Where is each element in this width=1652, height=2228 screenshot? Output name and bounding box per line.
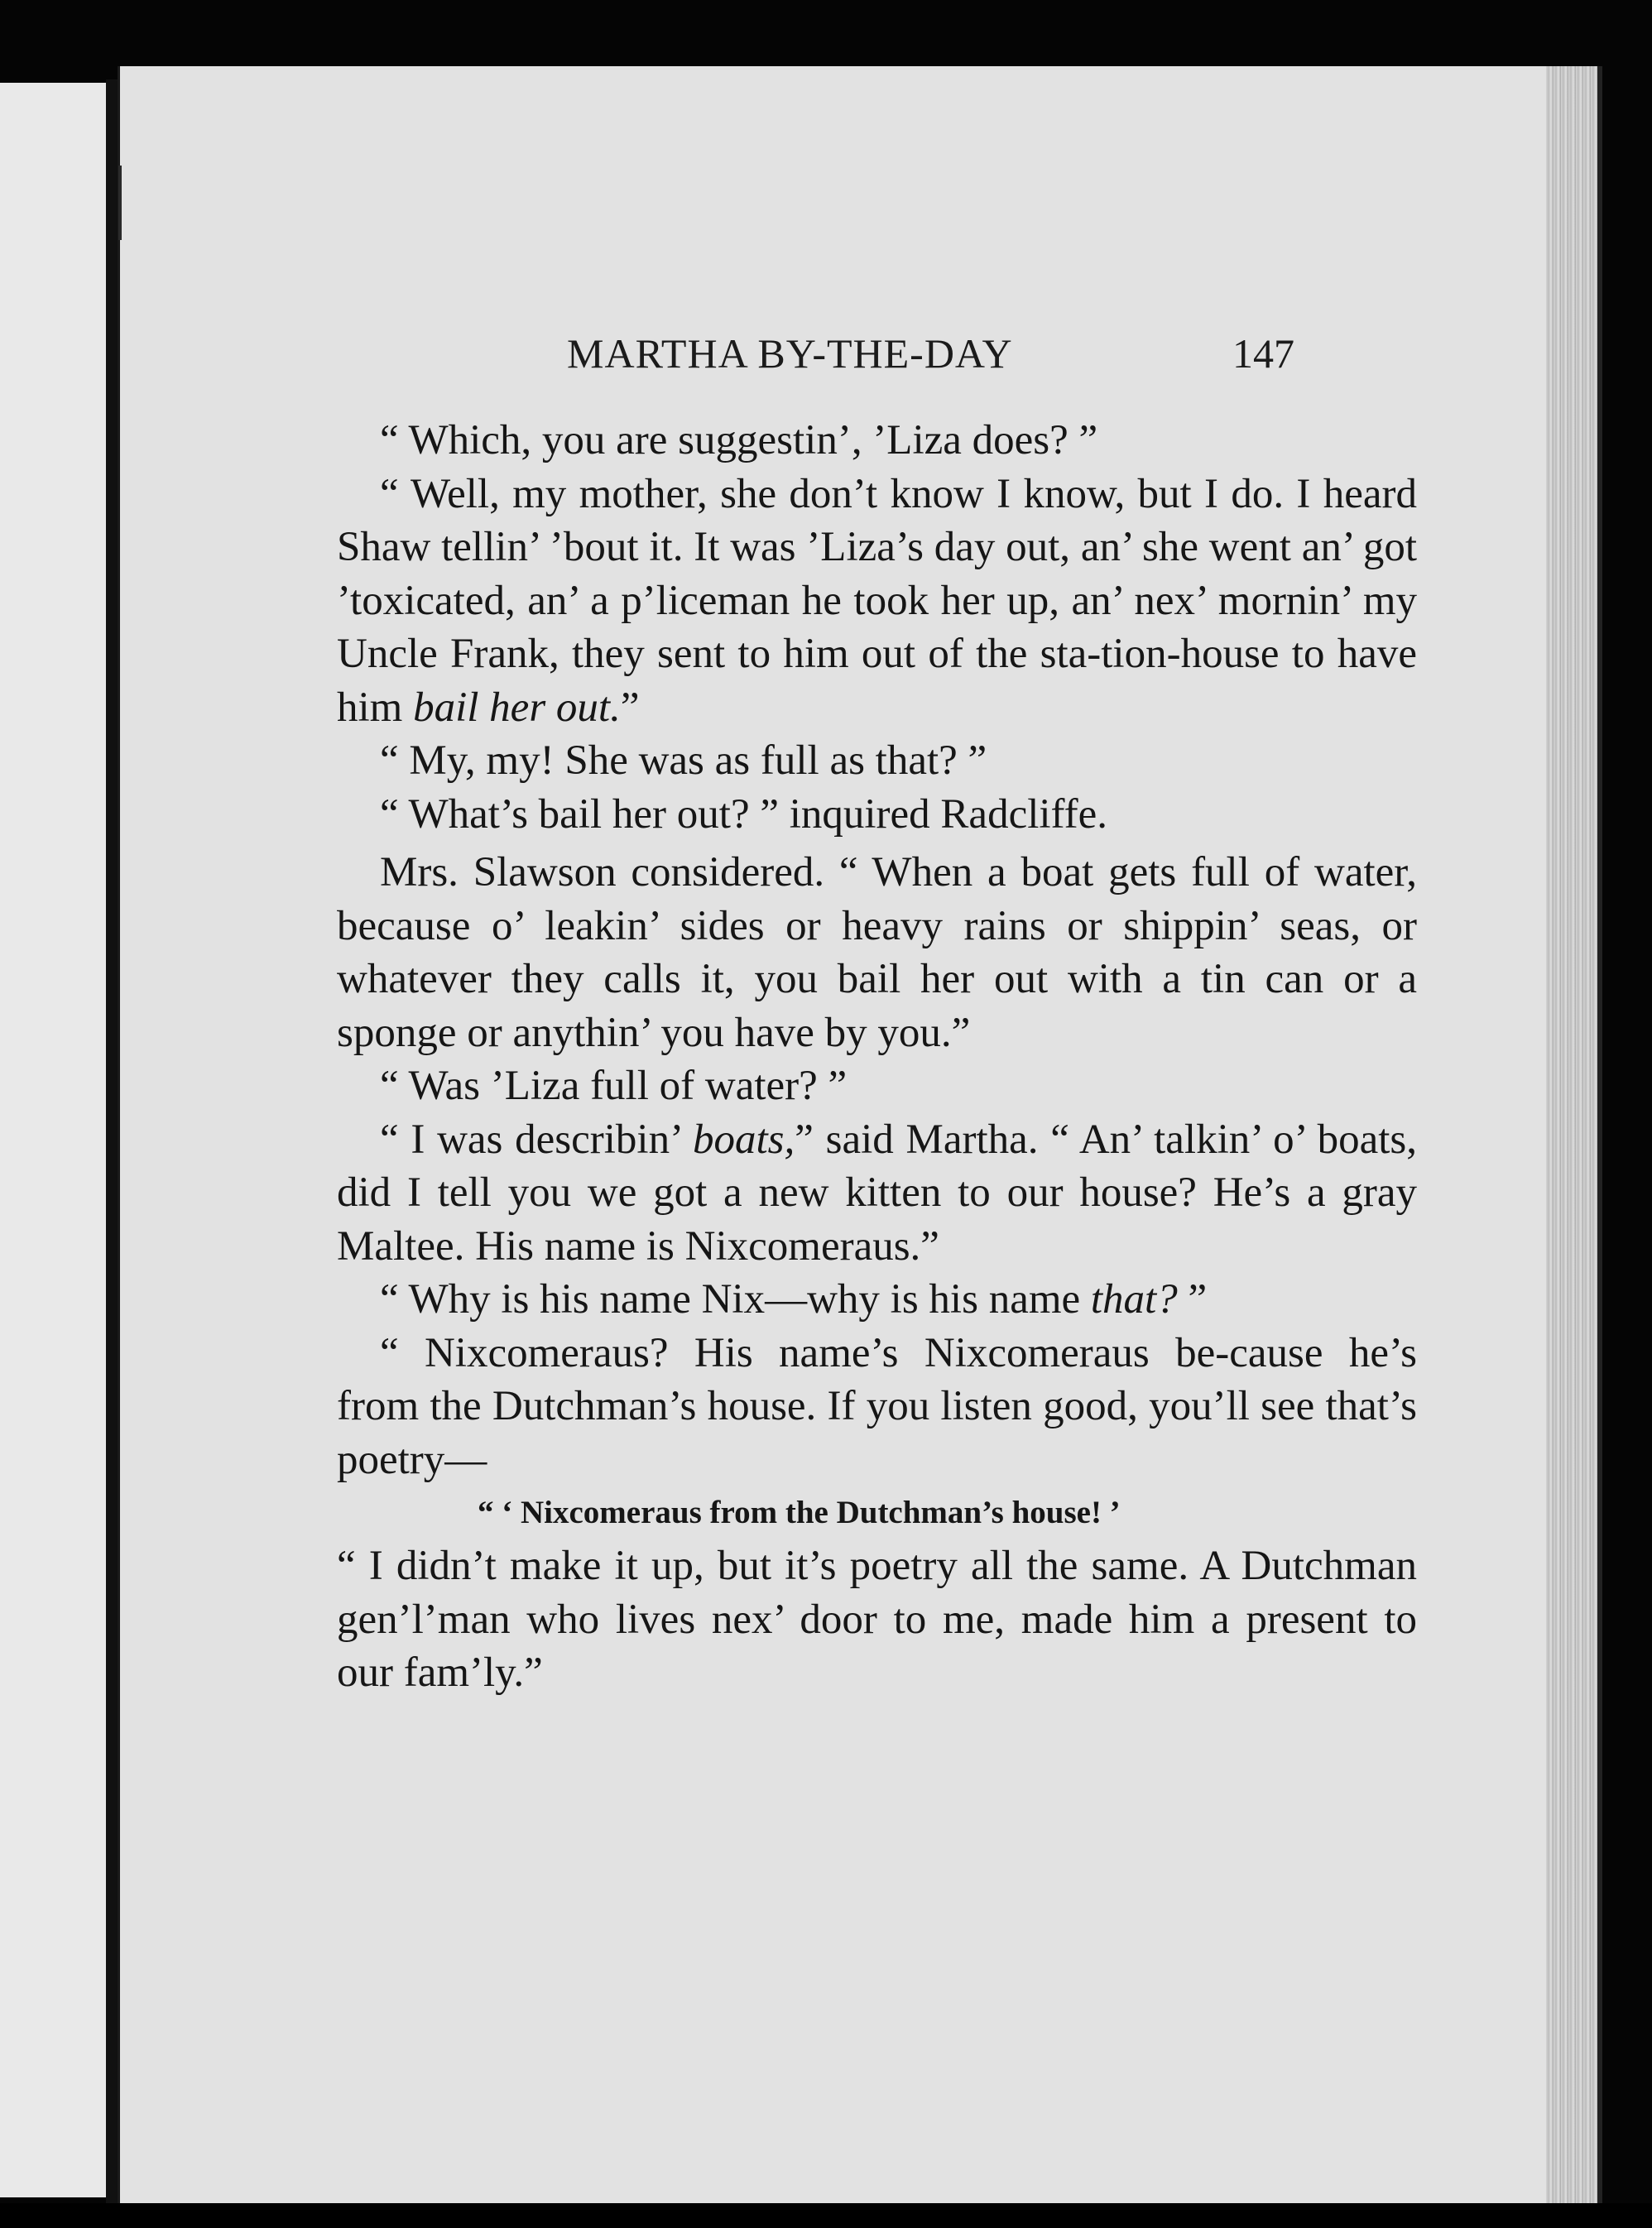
page-header: [120, 329, 1560, 387]
paragraph: “ I was describin’ boats,” said Martha. “ An’ talkin’ o’ boats, did I tell you we got a new kitten to our house? He’s a gray Maltee. His name is Nixcomeraus.”: [337, 1116, 1417, 1270]
paragraph: “ What’s bail her out? ” inquired Radcliffe.: [380, 790, 1107, 838]
paragraph: “ Was ’Liza full of water? ”: [380, 1063, 848, 1109]
page-body: [337, 414, 1417, 1700]
running-title: MARTHA BY-THE-DAY: [567, 330, 1013, 377]
left-margin-shadow: [118, 166, 122, 240]
scan-bottom-border: [0, 2203, 1652, 2228]
paragraph: Mrs. Slawson considered. “ When a boat gets full of water, because o’ leakin’ sides or heavy rains or shippin’ seas, or whatever they calls it, you bail her out with a tin can or a sponge or anythin’ you have by you.”: [337, 849, 1417, 1056]
emphasis-text: bail her out.: [413, 684, 621, 731]
verse-quote: “ ‘ Nixcomeraus from the Dutchman’s house! ’: [478, 1495, 1121, 1530]
book-page: [118, 66, 1560, 2203]
paragraph: “ I didn’t make it up, but it’s poetry all the same. A Dutchman gen’l’man who lives nex’ door to me, made him a present to our fam’ly.”: [337, 1543, 1417, 1696]
emphasis-text: that?: [1090, 1276, 1178, 1323]
paragraph: “ Well, my mother, she don’t know I know, but I do. I heard Shaw tellin’ ’bout it. It was ’Liza’s day out, an’ she went an’ got ’toxicated, an’ a p’liceman he took her up, an’ nex’ mornin’ my Uncle Frank, they sent to him out of the sta-tion-house to have him bail her out.”: [337, 470, 1417, 731]
paragraph: “ My, my! She was as full as that? ”: [380, 737, 987, 784]
page-block-edge: [1546, 66, 1602, 2203]
paragraph: “ Which, you are suggestin’, ’Liza does? ”: [380, 417, 1098, 463]
paragraph: “ Nixcomeraus? His name’s Nixcomeraus be-cause he’s from the Dutchman’s house. If you listen good, you’ll see that’s poetry—: [337, 1329, 1417, 1483]
emphasis-text: boats,: [693, 1116, 795, 1163]
book-gutter: [106, 79, 118, 2203]
paragraph: “ Why is his name Nix—why is his name that? ”: [380, 1276, 1208, 1323]
left-page-fragment: [0, 83, 106, 2197]
page-number: 147: [1232, 330, 1294, 377]
